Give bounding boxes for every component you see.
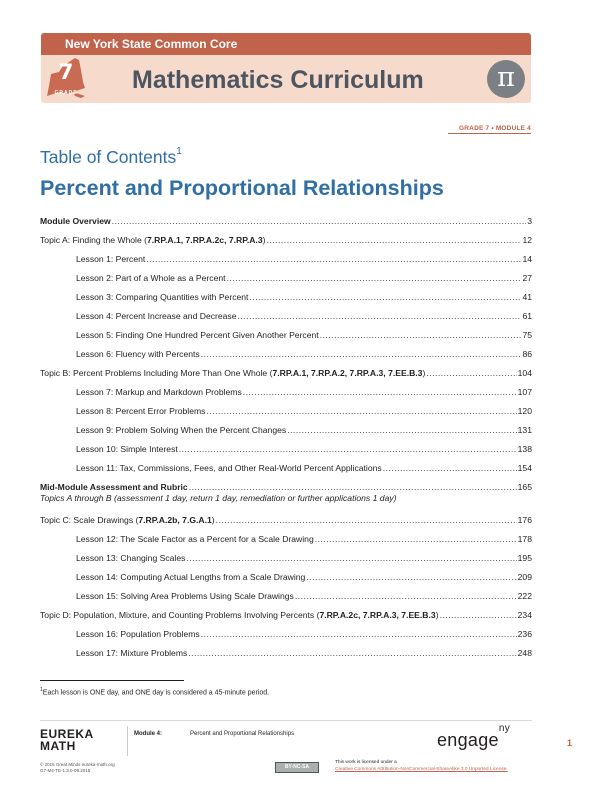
toc-page-number: 61	[522, 311, 532, 321]
toc-page-number: 12	[522, 235, 532, 245]
toc-lesson-row	[76, 572, 532, 586]
toc-leader-dots	[426, 368, 516, 378]
toc-lesson-row	[76, 406, 532, 420]
toc-lesson-row	[76, 591, 532, 605]
toc-lesson-row	[76, 349, 532, 363]
creative-commons-icon: BY-NC-SA	[275, 762, 319, 773]
toc-entry-label: Lesson 12: The Scale Factor as a Percent for a Scale Drawing	[76, 534, 314, 544]
toc-leader-dots	[201, 349, 522, 359]
toc-page-number: 27	[522, 273, 532, 283]
toc-leader-dots	[295, 591, 517, 601]
toc-page-number: 107	[517, 387, 532, 397]
state-label: New York State Common Core	[65, 37, 238, 51]
toc-entry-label: Mid-Module Assessment and Rubric	[40, 482, 188, 492]
footer-divider	[40, 720, 532, 721]
toc-page-number: 209	[517, 572, 532, 582]
toc-entry-label: Topic D: Population, Mixture, and Counting Problems Involving Percents (7.RP.A.2c, 7.RP.A.3, 7.EE.B.3)	[40, 610, 439, 620]
toc-topic-row	[40, 515, 532, 529]
toc-leader-dots	[306, 572, 516, 582]
toc-entry-label: Lesson 13: Changing Scales	[76, 553, 186, 563]
toc-leader-dots	[243, 387, 517, 397]
toc-entry-label: Lesson 7: Markup and Markdown Problems	[76, 387, 242, 397]
toc-leader-dots	[383, 463, 517, 473]
toc-leader-dots	[188, 648, 516, 658]
toc-leader-dots	[249, 292, 521, 302]
license-link[interactable]: Creative Commons Attribution-NonCommercial-ShareAlike 3.0 Unported License.	[335, 767, 508, 772]
toc-lesson-row	[76, 534, 532, 548]
toc-lesson-row	[76, 292, 532, 306]
toc-page-number: 248	[517, 648, 532, 658]
toc-page-number: 234	[517, 610, 532, 620]
toc-leader-dots	[189, 482, 517, 492]
footer-module-name: Percent and Proportional Relationships	[190, 731, 295, 737]
toc-entry-label: Lesson 14: Computing Actual Lengths from a Scale Drawing	[76, 572, 306, 582]
state-banner	[41, 33, 531, 55]
toc-lesson-row	[76, 425, 532, 439]
toc-lesson-row	[76, 330, 532, 344]
toc-lesson-row	[76, 254, 532, 268]
toc-page-number: 75	[522, 330, 532, 340]
footnote-mark: 1	[176, 146, 182, 158]
page-number: 1	[567, 738, 573, 748]
engageny-logo: engage$^{ny}$	[437, 723, 511, 750]
toc-leader-dots	[287, 425, 516, 435]
toc-leader-dots	[440, 610, 517, 620]
toc-heading: Table of Contents$^1$	[40, 146, 182, 167]
toc-entry-label: Lesson 1: Percent	[76, 254, 146, 264]
toc-lesson-row	[76, 463, 532, 477]
toc-page-number: 41	[522, 292, 532, 302]
toc-topic-row	[40, 610, 532, 624]
eureka-math-logo: EUREKA MATH	[40, 727, 94, 753]
toc-leader-dots	[216, 515, 517, 525]
toc-topic-row	[40, 368, 532, 382]
toc-lesson-row	[76, 444, 532, 458]
toc-entry-label: Lesson 2: Part of a Whole as a Percent	[76, 273, 226, 283]
footer-vertical-divider	[127, 726, 128, 756]
toc-page-number: 3	[527, 216, 532, 226]
toc-page-number: 138	[517, 444, 532, 454]
toc-leader-dots	[266, 235, 521, 245]
toc-page-number: 14	[522, 254, 532, 264]
mid-module-note: Topics A through B (assessment 1 day, return 1 day, remediation or further applications 1 day)	[40, 493, 397, 503]
toc-lesson-row	[76, 311, 532, 325]
toc-leader-dots	[315, 534, 517, 544]
toc-entry-label: Topic B: Percent Problems Including More Than One Whole (7.RP.A.1, 7.RP.A.2, 7.RP.A.3, 7.EE.B.3)	[40, 368, 426, 378]
toc-lesson-row	[76, 629, 532, 643]
toc-page-number: 176	[517, 515, 532, 525]
module-title: Percent and Proportional Relationships	[40, 176, 444, 200]
footer-module-label: Module 4:	[134, 731, 162, 737]
curriculum-title: Mathematics Curriculum	[132, 66, 424, 94]
toc-page-number: 236	[517, 629, 532, 639]
toc-entry-label: Lesson 3: Comparing Quantities with Percent	[76, 292, 249, 302]
footnote-rule	[40, 680, 184, 681]
toc-entry-label: Lesson 9: Problem Solving When the Percent Changes	[76, 425, 287, 435]
toc-entry-label: Topic A: Finding the Whole (7.RP.A.1, 7.RP.A.2c, 7.RP.A.3)	[40, 235, 266, 245]
pi-icon: π	[487, 60, 525, 98]
toc-leader-dots	[227, 273, 522, 283]
toc-leader-dots	[186, 553, 516, 563]
toc-lesson-row	[76, 387, 532, 401]
toc-page-number: 222	[517, 591, 532, 601]
toc-page-number: 104	[517, 368, 532, 378]
toc-leader-dots	[179, 444, 517, 454]
toc-topic-row	[40, 235, 532, 249]
toc-page-number: 86	[522, 349, 532, 359]
toc-entry-label: Lesson 16: Population Problems	[76, 629, 200, 639]
toc-leader-dots	[320, 330, 522, 340]
toc-entry-label: Module Overview	[40, 216, 111, 226]
toc-page-number: 165	[517, 482, 532, 492]
toc-leader-dots	[201, 629, 517, 639]
toc-leader-dots	[146, 254, 521, 264]
toc-entry-label: Lesson 8: Percent Error Problems	[76, 406, 206, 416]
toc-page-number: 154	[517, 463, 532, 473]
license-text: This work is licensed under a Creative Commons Attribution-NonCommercial-ShareAlike 3.0 Unported License.	[335, 760, 508, 772]
grade-word: GRADE	[54, 90, 78, 96]
toc-leader-dots	[238, 311, 522, 321]
toc-leader-dots	[112, 216, 527, 226]
toc-entry-label: Lesson 15: Solving Area Problems Using Scale Drawings	[76, 591, 294, 601]
toc-lesson-row	[76, 273, 532, 287]
toc-entry-label: Lesson 5: Finding One Hundred Percent Given Another Percent	[76, 330, 319, 340]
toc-entry-label: Lesson 10: Simple Interest	[76, 444, 178, 454]
toc-page-number: 195	[517, 553, 532, 563]
toc-page-number: 131	[517, 425, 532, 435]
grade-module-label: GRADE 7 • MODULE 4	[459, 125, 531, 132]
copyright: © 2015 Great Minds eureka-math.org G7-M4-TE-1.3.0-09.2015	[40, 762, 115, 773]
toc-leader-dots	[206, 406, 516, 416]
toc-entry-label: Lesson 6: Fluency with Percents	[76, 349, 200, 359]
toc-entry-label: Lesson 17: Mixture Problems	[76, 648, 188, 658]
toc-lesson-row	[76, 648, 532, 662]
toc-entry-label: Lesson 4: Percent Increase and Decrease	[76, 311, 237, 321]
toc-entry-label: Topic C: Scale Drawings (7.RP.A.2b, 7.G.A.1)	[40, 515, 215, 525]
toc-page-number: 120	[517, 406, 532, 416]
toc-section-row	[40, 216, 532, 230]
grade-number: 7	[58, 60, 74, 84]
toc-entry-label: Lesson 11: Tax, Commissions, Fees, and Other Real-World Percent Applications	[76, 463, 382, 473]
grade-module-rule	[448, 133, 531, 134]
toc-page-number: 178	[517, 534, 532, 544]
footnote: $^1$Each lesson is ONE day, and ONE day is considered a 45-minute period.	[40, 687, 270, 697]
toc-lesson-row	[76, 553, 532, 567]
